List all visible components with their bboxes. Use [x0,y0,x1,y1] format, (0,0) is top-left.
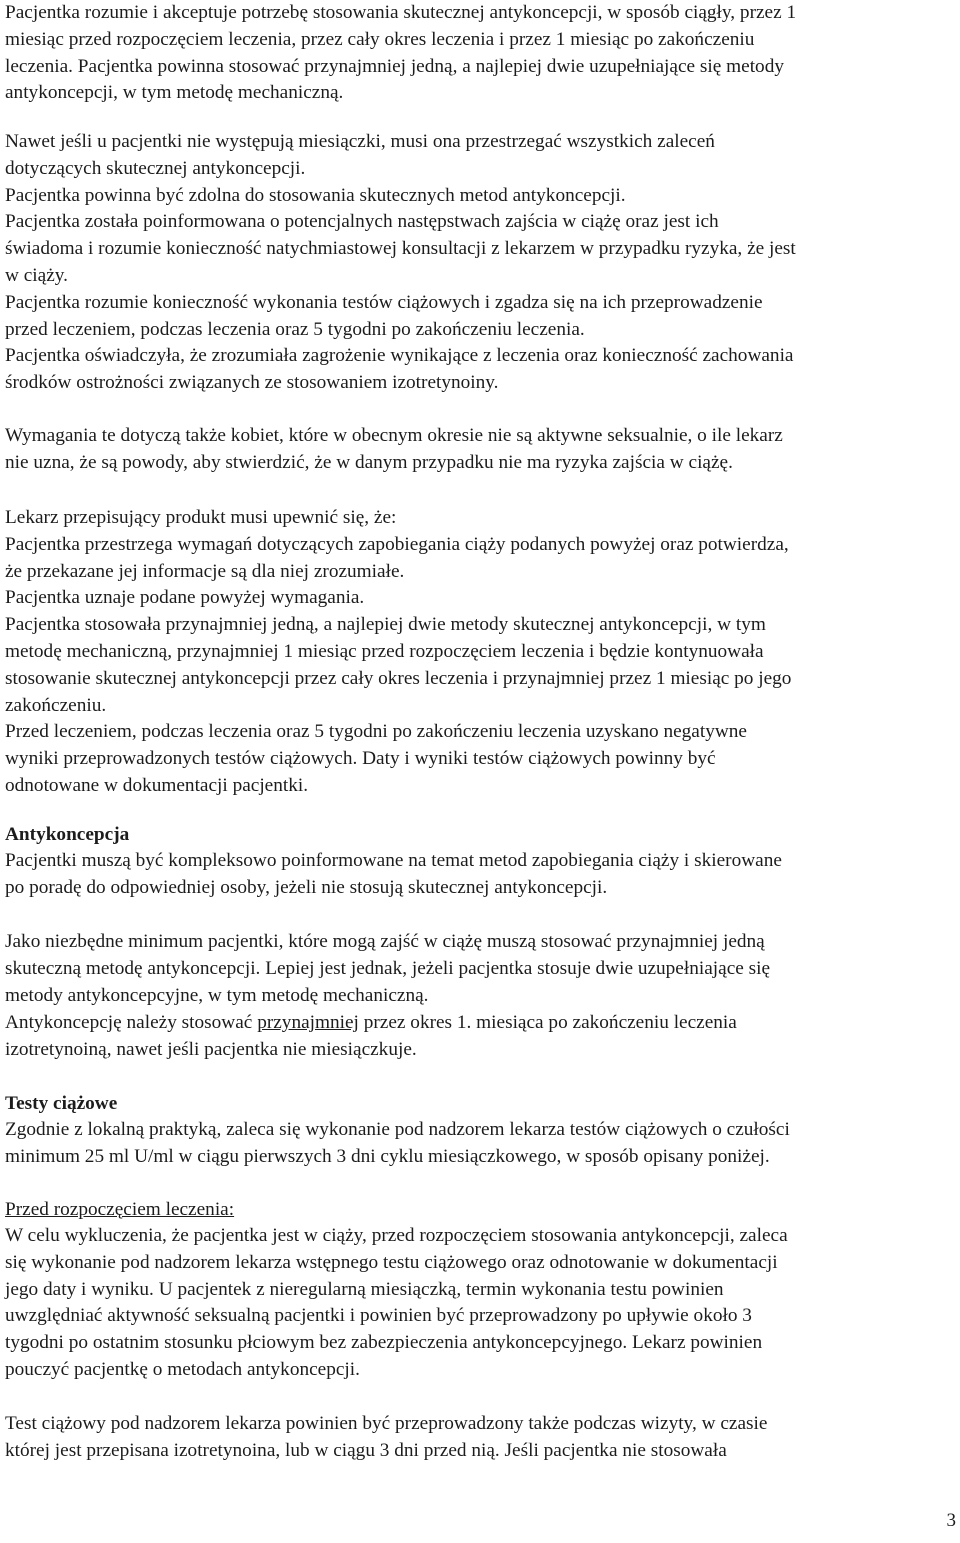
paragraph-test-at-visit: Test ciążowy pod nadzorem lekarza powinien być przeprowadzony także podczas wizyty, w czasie której jest przepisana izotretynoina, lub w ciągu 3 dni przed nią. Jeśli pacjentka nie stosowała [5,1413,768,1461]
duration-text-end: przez okres 1. miesiąca po zakończeniu leczenia izotretynoiną, nawet jeśli pacjentka nie miesiączkuje. [5,1012,737,1060]
paragraph-pregnancy-tests-intro: Zgodnie z lokalną praktyką, zaleca się wykonanie pod nadzorem lekarza testów ciążowych o czułości minimum 25 ml U/ml w ciągu pierwszych 3 dni cyklu miesiączkowego, w sposób opisany poniżej. [5,1119,790,1167]
heading-pregnancy-tests: Testy ciążowe [5,1093,118,1114]
paragraph-contraception-info: Pacjentki muszą być kompleksowo poinformowane na temat metod zapobiegania ciąży i skierowane po poradę do odpowiedniej osoby, jeżeli nie stosują skutecznej antykoncepcji. [5,850,782,898]
page-number: 3 [946,1510,956,1531]
paragraph-patient-requirements: Nawet jeśli u pacjentki nie występują miesiączki, musi ona przestrzegać wszystkich zaleceń dotyczących skutecznej antykoncepcji. Pacjentka powinna być zdolna do stosowania skutecznych metod antykoncepcji. Pacjentka została poinformowana o potencjalnych następstwach zajścia w ciążę oraz jest ich świadoma i rozumie konieczność natychmiastowej konsultacji z lekarzem w przypadku ryzyka, że jest w ciąży. Pacjentka rozumie konieczność wykonania testów ciążowych i zgadza się na ich przeprowadzenie przed leczeniem, podczas leczenia oraz 5 tygodni po zakończeniu leczenia. Pacjentka oświadczyła, że zrozumiała zagrożenie wynikające z leczenia oraz konieczność zachowania środków ostrożności związanych ze stosowaniem izotretynoiny. [5,131,796,394]
heading-contraception: Antykoncepcja [5,824,130,845]
paragraph-contraception-acceptance: Pacjentka rozumie i akceptuje potrzebę stosowania skutecznej antykoncepcji, w sposób ciągły, przez 1 miesiąc przed rozpoczęciem leczenia, przez cały okres leczenia i przez 1 miesiąc po zakończeniu leczenia. Pacjentka powinna stosować przynajmniej jedną, a najlepiej dwie uzupełniające się metody antykoncepcji, w tym metodę mechaniczną. [5,2,797,104]
paragraph-prescriber-checks: Lekarz przepisujący produkt musi upewnić się, że: Pacjentka przestrzega wymagań dotyczących zapobiegania ciąży podanych powyżej oraz potwierdza, że przekazane jej informacje są dla niej zrozumiałe. Pacjentka uznaje podane powyżej wymagania. Pacjentka stosowała przynajmniej jedną, a najlepiej dwie metody skutecznej antykoncepcji, w tym metodę mechaniczną, przynajmniej 1 miesiąc przed rozpoczęciem leczenia i będzie kontynuowała stosowanie skutecznej antykoncepcji przez cały okres leczenia i przynajmniej przez 1 miesiąc po jego zakończeniu. Przed leczeniem, podczas leczenia oraz 5 tygodni po zakończeniu leczenia uzyskano negatywne wyniki przeprowadzonych testów ciążowych. Daty i wyniki testów ciążowych powinny być odnotowane w dokumentacji pacjentki. [5,507,792,796]
paragraph-contraception-minimum: Jako niezbędne minimum pacjentki, które mogą zajść w ciążę muszą stosować przynajmniej jedną skuteczną metodę antykoncepcji. Lepiej jest jednak, jeżeli pacjentka stosuje dwie uzupełniające się metody antykoncepcyjne, w tym metodę mechaniczną. [5,931,771,1006]
underlined-term: przynajmniej [257,1012,359,1033]
paragraph-sexually-inactive: Wymagania te dotyczą także kobiet, które w obecnym okresie nie są aktywne seksualnie, o ile lekarz nie uzna, że są powody, aby stwierdzić, że w danym przypadku nie ma ryzyka zajścia w ciążę. [5,425,783,473]
duration-text-start: Antykoncepcję należy stosować [5,1012,258,1033]
paragraph-contraception-duration [5,1010,737,1064]
subheading-before-treatment: Przed rozpoczęciem leczenia: [5,1199,235,1220]
paragraph-initial-test: W celu wykluczenia, że pacjentka jest w ciąży, przed rozpoczęciem stosowania antykoncepcji, zaleca się wykonanie pod nadzorem lekarza wstępnego testu ciążowego oraz odnotowanie w dokumentacji jego daty i wyniku. U pacjentek z nieregularną miesiączką, termin wykonania testu powinien uwzględniać aktywność seksualną pacjentki i powinien być przeprowadzony po upływie około 3 tygodni po ostatnim stosunku płciowym bez zabezpieczenia antykoncepcyjnego. Lekarz powinien pouczyć pacjentkę o metodach antykoncepcji. [5,1225,788,1380]
